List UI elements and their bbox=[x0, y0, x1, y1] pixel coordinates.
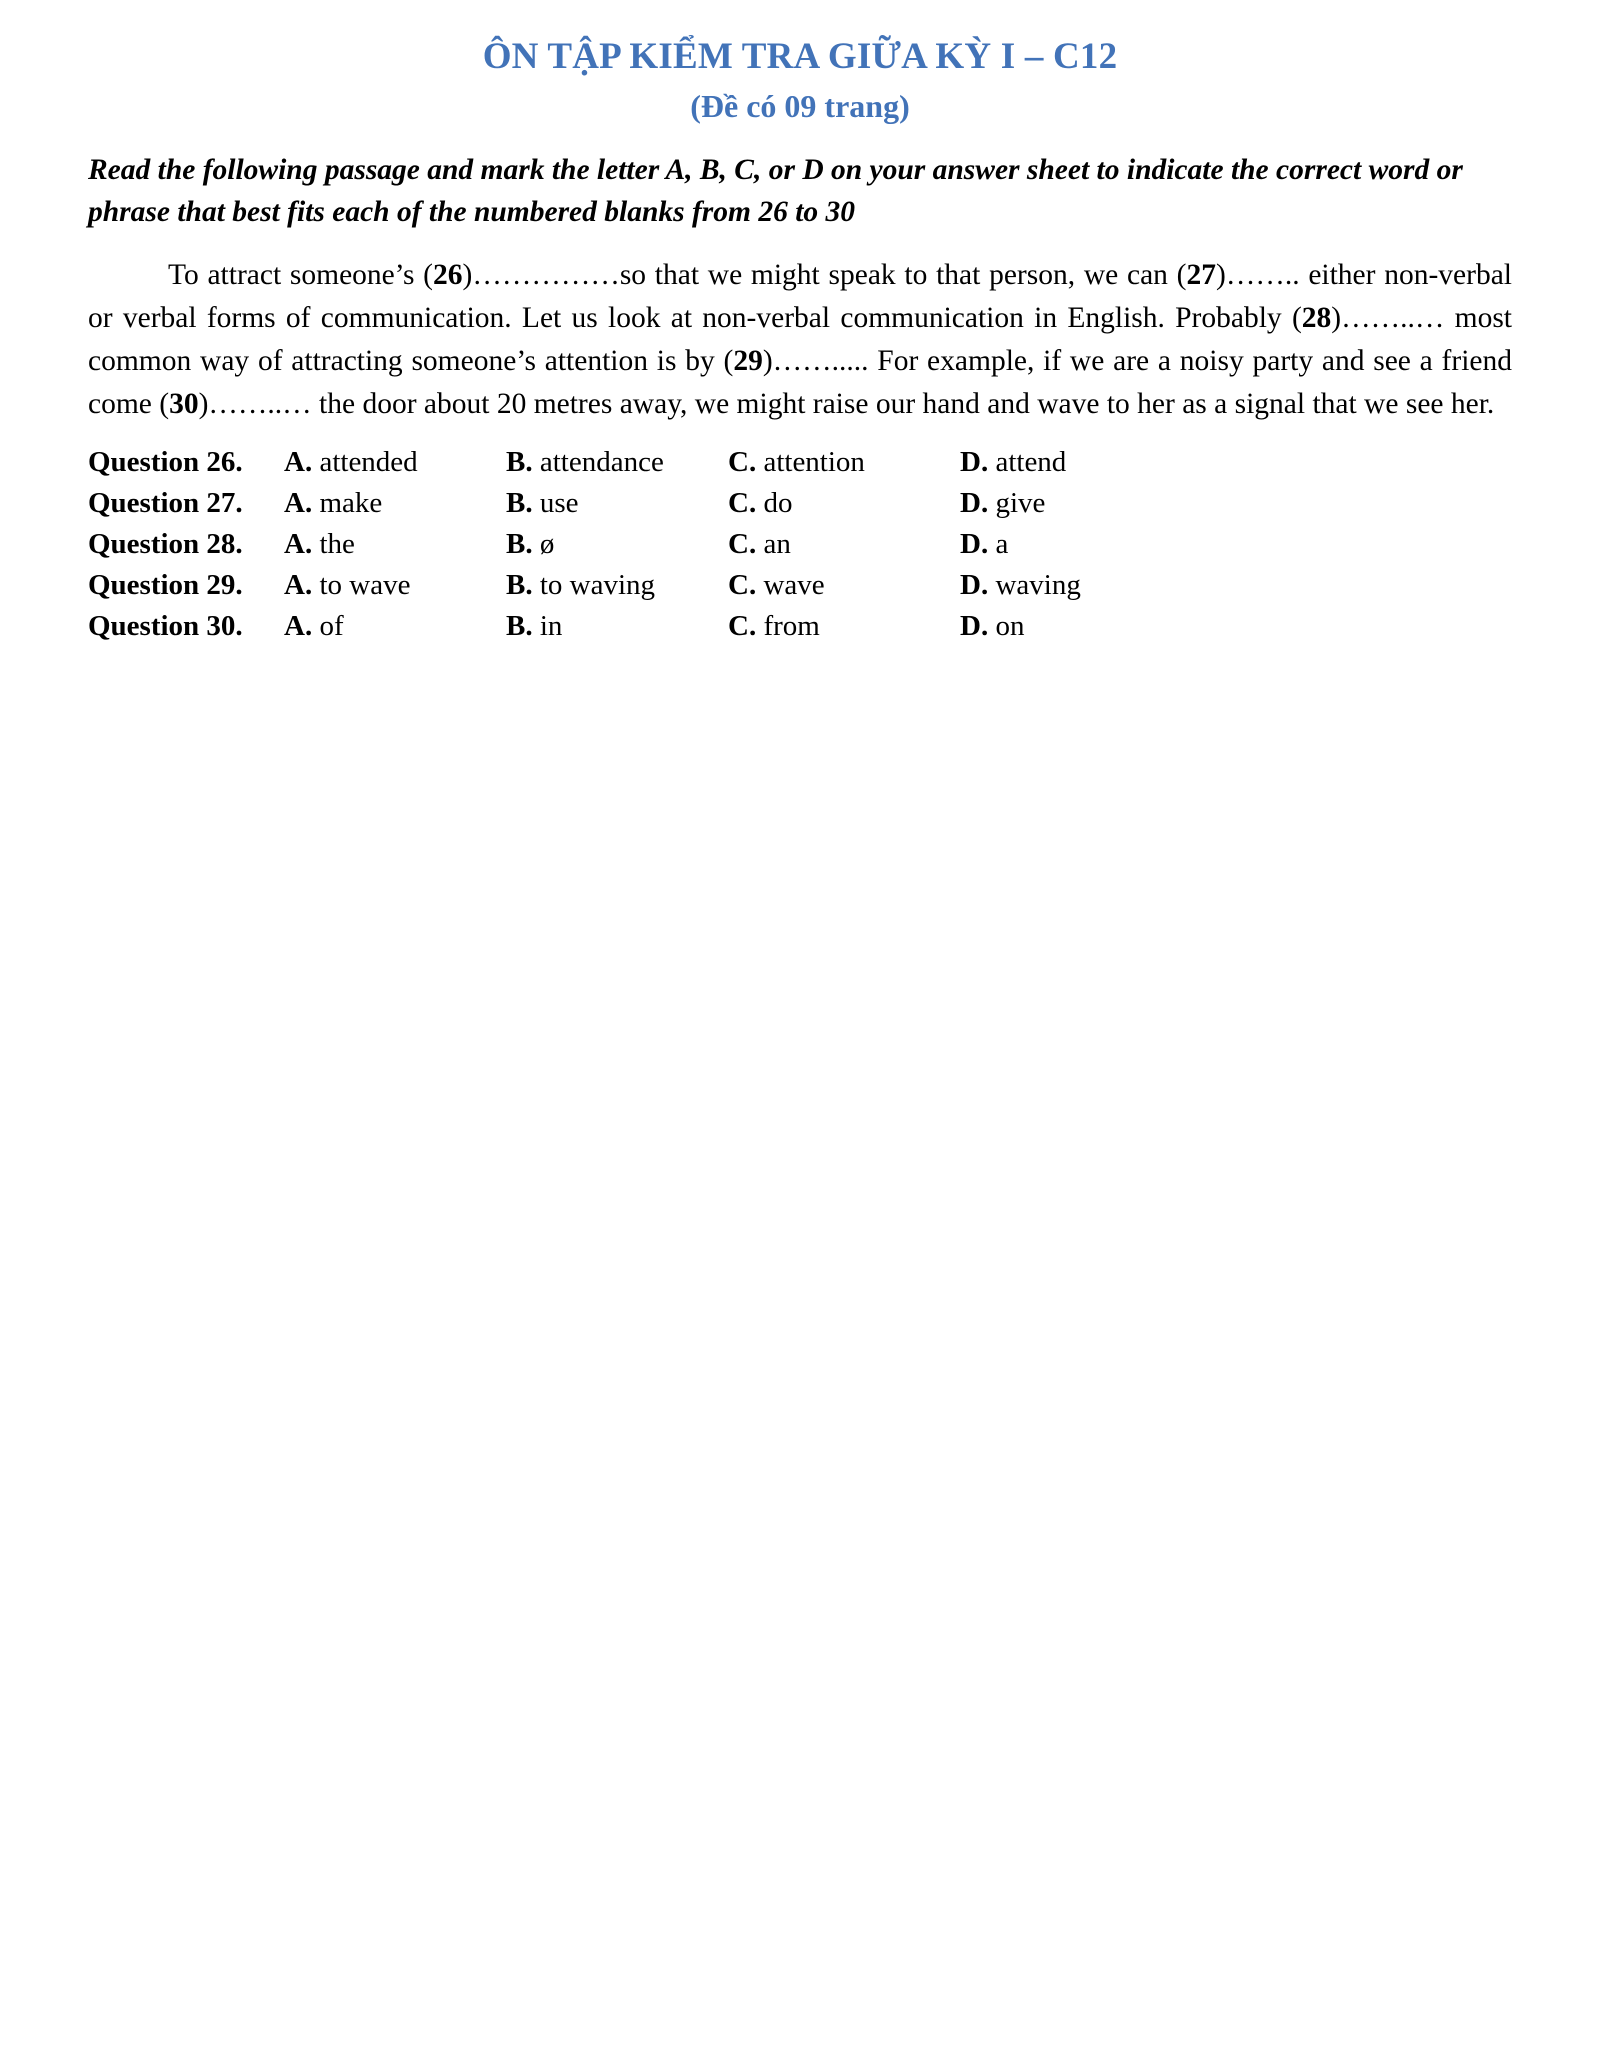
option-a-key: A. bbox=[284, 486, 313, 519]
option-b-key: B. bbox=[506, 486, 533, 519]
question-label: Question 28. bbox=[88, 527, 243, 560]
option-b[interactable] bbox=[506, 483, 728, 524]
option-d[interactable] bbox=[960, 442, 1200, 483]
option-c-key: C. bbox=[728, 609, 757, 642]
option-d[interactable] bbox=[960, 524, 1200, 565]
option-a-key: A. bbox=[284, 609, 313, 642]
option-c-key: C. bbox=[728, 486, 757, 519]
option-d-text: attend bbox=[988, 445, 1067, 478]
option-a-key: A. bbox=[284, 445, 313, 478]
blank-number: 28 bbox=[1301, 301, 1332, 334]
option-b[interactable] bbox=[506, 524, 728, 565]
option-b-key: B. bbox=[506, 568, 533, 601]
option-a[interactable] bbox=[284, 606, 506, 647]
option-d-key: D. bbox=[960, 609, 989, 642]
instruction-paragraph: Read the following passage and mark the letter A, B, C, or D on your answer sheet to indicate the correct word or phrase that best fits each of the numbered blanks from 26 to 30 bbox=[88, 153, 1463, 228]
option-d[interactable] bbox=[960, 606, 1200, 647]
passage-text: )…….. either non-verbal or verbal forms of communication. Let us look at non-verbal communication in English. Probably ( bbox=[88, 258, 1512, 334]
option-b-key: B. bbox=[506, 609, 533, 642]
option-b-key: B. bbox=[506, 527, 533, 560]
option-b[interactable] bbox=[506, 442, 728, 483]
question-row bbox=[88, 565, 1512, 606]
question-label: Question 27. bbox=[88, 486, 243, 519]
passage-text: )……..… the door about 20 metres away, we might raise our hand and wave to her as a signal that we see her. bbox=[198, 387, 1495, 420]
option-b[interactable] bbox=[506, 565, 728, 606]
option-c[interactable] bbox=[728, 606, 960, 647]
passage-text: )……………so that we might speak to that person, we can ( bbox=[462, 258, 1187, 291]
option-a-text: of bbox=[312, 609, 344, 642]
option-a-key: A. bbox=[284, 568, 313, 601]
option-d[interactable] bbox=[960, 565, 1200, 606]
option-c[interactable] bbox=[728, 565, 960, 606]
option-b-text: attendance bbox=[532, 445, 664, 478]
option-d-text: on bbox=[988, 609, 1025, 642]
option-a[interactable] bbox=[284, 483, 506, 524]
option-b-text: use bbox=[532, 486, 579, 519]
option-c[interactable] bbox=[728, 524, 960, 565]
option-d-text: waving bbox=[988, 568, 1081, 601]
option-d-text: a bbox=[988, 527, 1009, 560]
reading-passage bbox=[88, 254, 1512, 426]
blank-number: 29 bbox=[733, 344, 763, 377]
option-a[interactable] bbox=[284, 565, 506, 606]
option-a-text: attended bbox=[312, 445, 418, 478]
option-c[interactable] bbox=[728, 442, 960, 483]
option-c-text: wave bbox=[756, 568, 825, 601]
passage-text: To attract someone’s ( bbox=[168, 258, 433, 291]
question-row bbox=[88, 606, 1512, 647]
page-subtitle: (Đề có 09 trang) bbox=[690, 88, 910, 125]
option-a[interactable] bbox=[284, 524, 506, 565]
option-a-text: the bbox=[312, 527, 355, 560]
question-row bbox=[88, 442, 1512, 483]
option-d-key: D. bbox=[960, 527, 989, 560]
option-b-text: to waving bbox=[532, 568, 656, 601]
option-a[interactable] bbox=[284, 442, 506, 483]
passage-text: )……..... For example, if we are a noisy party and see a friend come ( bbox=[88, 344, 1512, 420]
option-d-key: D. bbox=[960, 445, 989, 478]
blank-number: 30 bbox=[169, 387, 199, 420]
option-b-key: B. bbox=[506, 445, 533, 478]
option-d-key: D. bbox=[960, 486, 989, 519]
option-c-text: attention bbox=[756, 445, 865, 478]
option-d-text: give bbox=[988, 486, 1046, 519]
question-row bbox=[88, 483, 1512, 524]
option-c-key: C. bbox=[728, 445, 757, 478]
option-c-key: C. bbox=[728, 568, 757, 601]
option-d[interactable] bbox=[960, 483, 1200, 524]
option-c-text: from bbox=[756, 609, 820, 642]
option-d-key: D. bbox=[960, 568, 989, 601]
passage-text: )……..… most common way of attracting someone’s attention is by ( bbox=[88, 301, 1513, 377]
question-label: Question 29. bbox=[88, 568, 243, 601]
option-a-text: make bbox=[312, 486, 383, 519]
option-a-text: to wave bbox=[312, 568, 411, 601]
blank-number: 26 bbox=[433, 258, 463, 291]
option-a-key: A. bbox=[284, 527, 313, 560]
question-row bbox=[88, 524, 1512, 565]
blank-number: 27 bbox=[1186, 258, 1216, 291]
option-b[interactable] bbox=[506, 606, 728, 647]
option-b-text: ø bbox=[532, 527, 555, 560]
page-title: ÔN TẬP KIỂM TRA GIỮA KỲ I – C12 bbox=[482, 36, 1118, 77]
question-label: Question 30. bbox=[88, 609, 243, 642]
option-c[interactable] bbox=[728, 483, 960, 524]
option-c-text: do bbox=[756, 486, 793, 519]
option-c-key: C. bbox=[728, 527, 757, 560]
questions-list bbox=[88, 442, 1512, 647]
option-c-text: an bbox=[756, 527, 791, 560]
option-b-text: in bbox=[532, 609, 563, 642]
question-label: Question 26. bbox=[88, 445, 243, 478]
